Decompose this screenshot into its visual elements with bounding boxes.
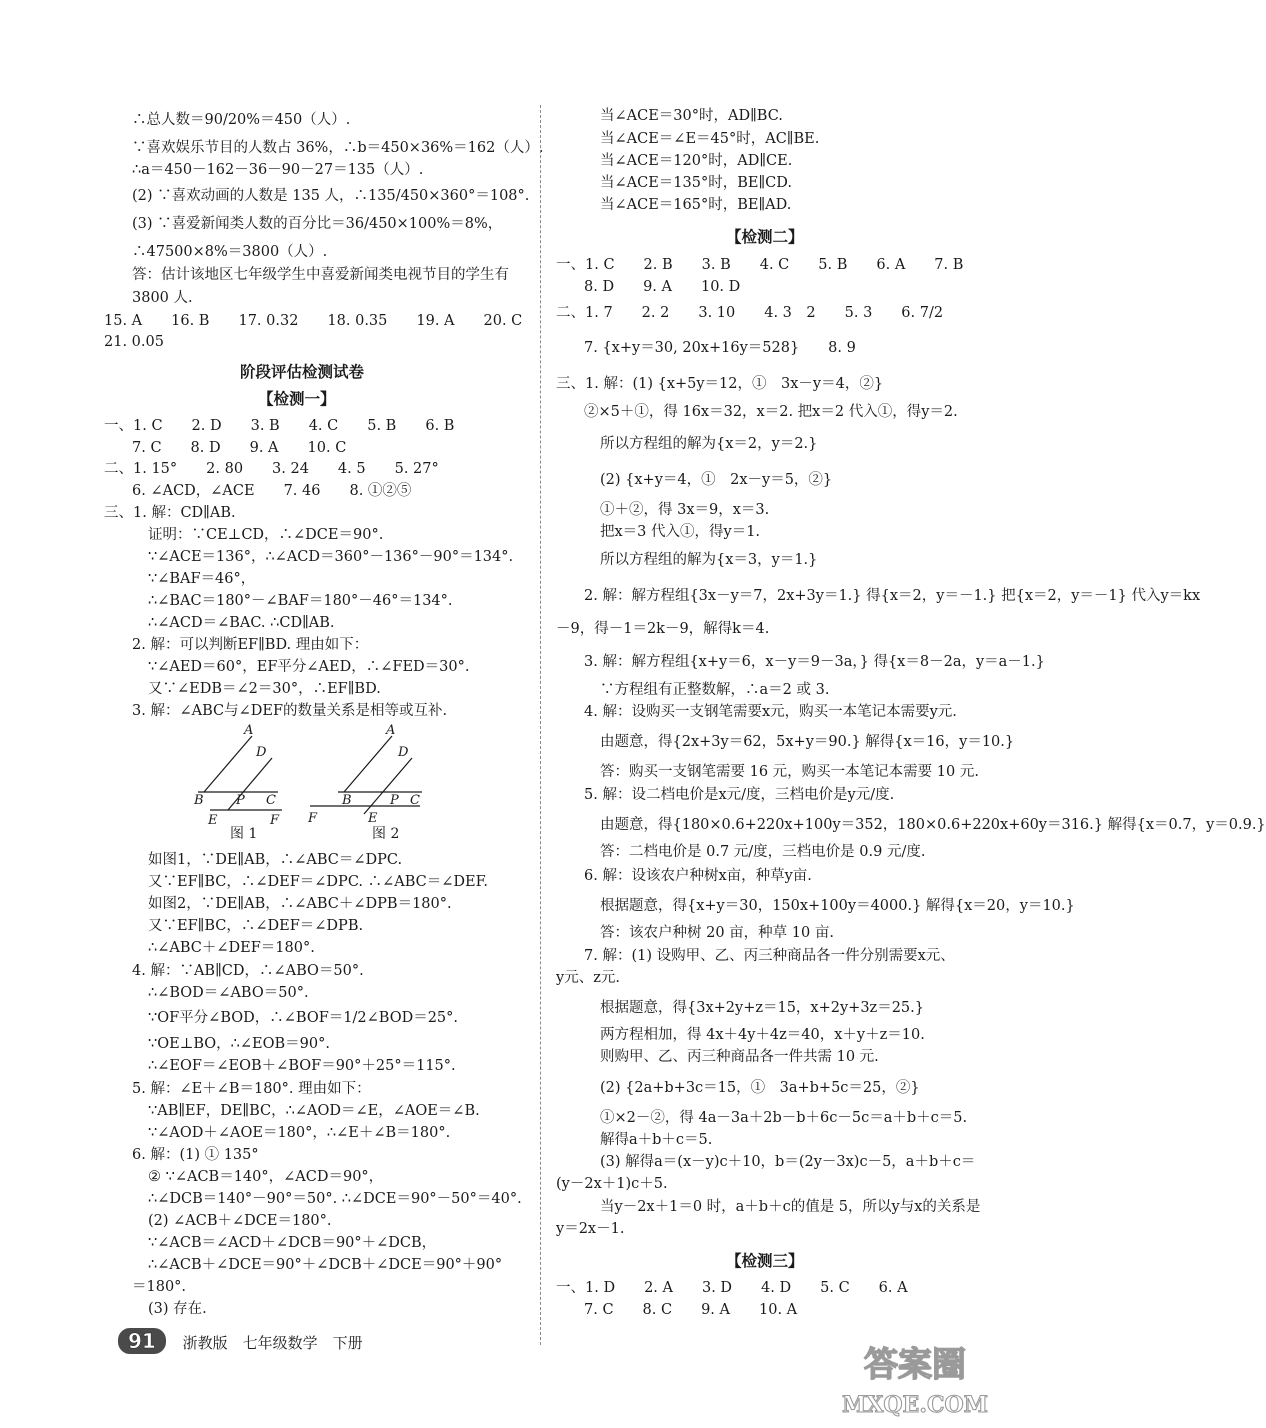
answer-line: 7. C 8. D 9. A 10. C [132, 440, 347, 456]
answer-line: ∵方程组有正整数解，∴a＝2 或 3. [600, 682, 830, 698]
answer-line: 6. ∠ACD，∠ACE 7. 46 8. ①②⑤ [132, 483, 412, 499]
page-footer [118, 1328, 363, 1358]
label-B: B [342, 793, 352, 808]
answer-line: 一、1. C 2. B 3. B 4. C 5. B 6. A 7. B [556, 257, 964, 273]
answer-line: 一、1. C 2. D 3. B 4. C 5. B 6. B [104, 418, 455, 434]
label-E: E [368, 811, 378, 826]
answer-line: y元、z元. [556, 970, 620, 986]
figure-caption-2: 图 2 [372, 826, 400, 842]
text-line: ∴总人数＝90/20%＝450（人）. [132, 112, 351, 128]
text-line: 当∠ACE＝∠E＝45°时，AC∥BE. [600, 131, 820, 147]
answer-line: 7. C 8. C 9. A 10. A [584, 1302, 798, 1318]
answer-line: 答：二档电价是 0.7 元/度，三档电价是 0.9 元/度. [600, 844, 926, 860]
answer-line: ②×5＋①，得 16x＝32，x＝2. 把x＝2 代入①，得y＝2. [584, 404, 958, 420]
answer-line: 答：购买一支钢笔需要 16 元，购买一本笔记本需要 10 元. [600, 764, 979, 780]
answer-line: 21. 0.05 [104, 334, 164, 350]
answer-line: ∴∠EOF＝∠EOB＋∠BOF＝90°＋25°＝115°. [148, 1058, 456, 1074]
test3-title: 【检测三】 [726, 1251, 804, 1270]
answer-line: 4. 解：∵AB∥CD，∴∠ABO＝50°. [132, 963, 364, 979]
answer-line: ∵∠ACB＝∠ACD＋∠DCB＝90°＋∠DCB， [148, 1235, 437, 1251]
answer-line: ∵AB∥EF，DE∥BC，∴∠AOD＝∠E，∠AOE＝∠B. [148, 1103, 480, 1119]
answer-line: 三、1. 解：(1) {x+5y＝12，① 3x－y＝4，②} [556, 376, 884, 392]
label-A: A [244, 723, 254, 738]
answer-line: (2) ∠ACB＋∠DCE＝180°. [148, 1213, 332, 1229]
answer-line: ①×2－②，得 4a－3a＋2b－b＋6c－5c＝a＋b＋c＝5. [600, 1110, 968, 1126]
answer-line: 二、1. 15° 2. 80 3. 24 4. 5 5. 27° [104, 461, 439, 477]
answer-line: 如图2，∵DE∥AB，∴∠ABC＋∠DPB＝180°. [148, 896, 452, 912]
text-line: 当∠ACE＝135°时，BE∥CD. [600, 175, 792, 191]
answer-line: 7. 解：(1) 设购甲、乙、丙三种商品各一件分别需要x元、 [584, 948, 955, 964]
text-line: ∴47500×8%＝3800（人）. [132, 244, 328, 260]
label-P: P [236, 793, 245, 808]
answer-line: ∴∠BAC＝180°－∠BAF＝180°－46°＝134°. [148, 593, 453, 609]
answer-line: －9，得－1＝2k－9，解得k＝4. [556, 621, 770, 637]
page-number: 91 [118, 1328, 166, 1354]
answer-line: ∵∠AOD＋∠AOE＝180°，∴∠E＋∠B＝180°. [148, 1125, 451, 1141]
test1-title: 【检测一】 [258, 389, 336, 408]
label-A: A [386, 723, 396, 738]
answer-line: (2) {x+y＝4，① 2x－y＝5，②} [600, 472, 833, 488]
text-line: 3800 人. [132, 290, 193, 306]
answer-line: 5. 解：设二档电价是x元/度，三档电价是y元/度. [584, 787, 895, 803]
answer-line: 一、1. D 2. A 3. D 4. D 5. C 6. A [556, 1280, 908, 1296]
answer-line: 当y－2x＋1＝0 时，a＋b＋c的值是 5，所以y与x的关系是 [600, 1199, 981, 1215]
text-line: 答：估计该地区七年级学生中喜爱新闻类电视节目的学生有 [132, 267, 509, 283]
answer-line: ∴∠DCB＝140°－90°＝50°. ∴∠DCE＝90°－50°＝40°. [148, 1191, 522, 1207]
answer-line: 又∵∠EDB＝∠2＝30°，∴EF∥BD. [148, 681, 381, 697]
answer-line: (y－2x＋1)c＋5. [556, 1176, 668, 1192]
text-line: (3) ∵喜爱新闻类人数的百分比＝36/450×100%＝8%， [132, 216, 503, 232]
answer-line: y＝2x－1. [556, 1221, 625, 1237]
column-divider [540, 105, 541, 1345]
answer-line: 如图1，∵DE∥AB，∴∠ABC＝∠DPC. [148, 852, 403, 868]
answer-line: (3) 存在. [148, 1301, 207, 1317]
answer-line: 6. 解：(1) ① 135° [132, 1147, 259, 1163]
answer-line: 把x＝3 代入①，得y＝1. [600, 524, 761, 540]
text-line: (2) ∵喜欢动画的人数是 135 人，∴135/450×360°＝108°. [132, 188, 530, 204]
text-line: 当∠ACE＝120°时，AD∥CE. [600, 153, 793, 169]
answer-line: (3) 解得a＝(x－y)c＋10，b＝(2y－3x)c－5，a＋b＋c＝ [600, 1154, 976, 1170]
answer-line: 2. 解：可以判断EF∥BD. 理由如下： [132, 637, 369, 653]
answer-line: ∴∠ABC＋∠DEF＝180°. [148, 940, 315, 956]
label-C: C [266, 793, 276, 808]
answer-line: (2) {2a+b+3c＝15，① 3a+b+5c＝25，②} [600, 1080, 920, 1096]
label-D: D [256, 745, 267, 760]
test2-title: 【检测二】 [726, 227, 804, 246]
answer-line: 根据题意，得{x+y＝30，150x+100y＝4000.} 解得{x＝20，y＝10.} [600, 898, 1075, 914]
label-D: D [398, 745, 409, 760]
label-E: E [208, 813, 218, 828]
answer-line: 所以方程组的解为{x＝2，y＝2.} [600, 436, 818, 452]
answer-line: ∴∠BOD＝∠ABO＝50°. [148, 985, 309, 1001]
answer-line: 3. 解：∠ABC与∠DEF的数量关系是相等或互补. [132, 703, 448, 719]
answer-line: ＝180°. [132, 1279, 187, 1295]
text-line: 当∠ACE＝165°时，BE∥AD. [600, 197, 792, 213]
text-line: ∵喜欢娱乐节目的人数占 36%，∴b＝450×36%＝162（人）. [132, 140, 544, 156]
answer-line: ② ∵∠ACB＝140°，∠ACD＝90°， [148, 1169, 384, 1185]
answer-line: 由题意，得{2x+3y＝62，5x+y＝90.} 解得{x＝16，y＝10.} [600, 734, 1015, 750]
watermark-text-bottom: MXQE.COM [841, 1392, 989, 1418]
answer-line: 15. A 16. B 17. 0.32 18. 0.35 19. A 20. C [104, 313, 523, 329]
answer-line: 6. 解：设该农户种树x亩，种草y亩. [584, 868, 812, 884]
answer-line: ∵∠ACE＝136°，∴∠ACD＝360°－136°－90°＝134°. [148, 549, 514, 565]
answer-line: ∵∠BAF＝46°， [148, 571, 256, 587]
answer-line: 则购甲、乙、丙三种商品各一件共需 10 元. [600, 1049, 879, 1065]
label-F: F [270, 813, 280, 828]
figure-caption-1: 图 1 [230, 826, 258, 842]
answer-line: 8. D 9. A 10. D [584, 279, 741, 295]
watermark-logo [840, 1330, 990, 1420]
book-info: 浙教版 七年级数学 下册 [182, 1334, 363, 1352]
answer-line: 两方程相加，得 4x＋4y＋4z＝40，x＋y＋z＝10. [600, 1027, 925, 1043]
answer-line: 5. 解：∠E＋∠B＝180°. 理由如下： [132, 1081, 371, 1097]
answer-line: 解得a＋b＋c＝5. [600, 1132, 713, 1148]
answer-line: ∵∠AED＝60°，EF平分∠AED，∴∠FED＝30°. [148, 659, 470, 675]
label-B: B [194, 793, 204, 808]
label-F: F [308, 811, 318, 826]
answer-line: 证明：∵CE⊥CD，∴∠DCE＝90°. [148, 527, 384, 543]
answer-line: ∴∠ACD＝∠BAC. ∴CD∥AB. [148, 615, 335, 631]
geometry-figures [190, 722, 450, 842]
answer-line: 答：该农户种树 20 亩，种草 10 亩. [600, 925, 834, 941]
answer-line: 3. 解：解方程组{x+y＝6，x－y＝9－3a，} 得{x＝8－2a，y＝a－1.} [584, 654, 1045, 670]
answer-line: 4. 解：设购买一支钢笔需要x元，购买一本笔记本需要y元. [584, 704, 957, 720]
answer-line: 又∵EF∥BC，∴∠DEF＝∠DPB. [148, 918, 364, 934]
text-line: 当∠ACE＝30°时，AD∥BC. [600, 108, 783, 124]
section-title: 阶段评估检测试卷 [240, 362, 365, 381]
answer-line: ∵OF平分∠BOD，∴∠BOF＝1/2∠BOD＝25°. [148, 1010, 459, 1026]
answer-line: 7. {x+y＝30, 20x+16y＝528} 8. 9 [584, 340, 856, 356]
answer-line: 2. 解：解方程组{3x－y＝7，2x+3y＝1.} 得{x＝2，y＝－1.} 把{x＝2，y＝－1} 代入y＝kx [584, 588, 1201, 604]
label-C: C [410, 793, 420, 808]
answer-line: 三、1. 解：CD∥AB. [104, 505, 236, 521]
answer-line: ∴∠ACB＋∠DCE＝90°＋∠DCB＋∠DCE＝90°＋90° [148, 1257, 503, 1273]
answer-line: 所以方程组的解为{x＝3，y＝1.} [600, 552, 818, 568]
answer-line: 由题意，得{180×0.6+220x+100y＝352，180×0.6+220x+60y＝316.} 解得{x＝0.7，y＝0.9.} [600, 817, 1266, 833]
answer-line: 又∵EF∥BC，∴∠DEF＝∠DPC. ∴∠ABC＝∠DEF. [148, 874, 489, 890]
answer-line: 二、1. 7 2. 2 3. 10 4. 3 2 5. 3 6. 7/2 [556, 305, 944, 321]
watermark-text-top: 答案圈 [864, 1345, 966, 1385]
answer-line: ①＋②，得 3x＝9，x＝3. [600, 502, 770, 518]
label-P: P [390, 793, 399, 808]
answer-line: ∵OE⊥BO，∴∠EOB＝90°. [148, 1036, 330, 1052]
answer-line: 根据题意，得{3x+2y+z＝15，x+2y+3z＝25.} [600, 1000, 924, 1016]
text-line: ∴a＝450－162－36－90－27＝135（人）. [132, 162, 424, 178]
